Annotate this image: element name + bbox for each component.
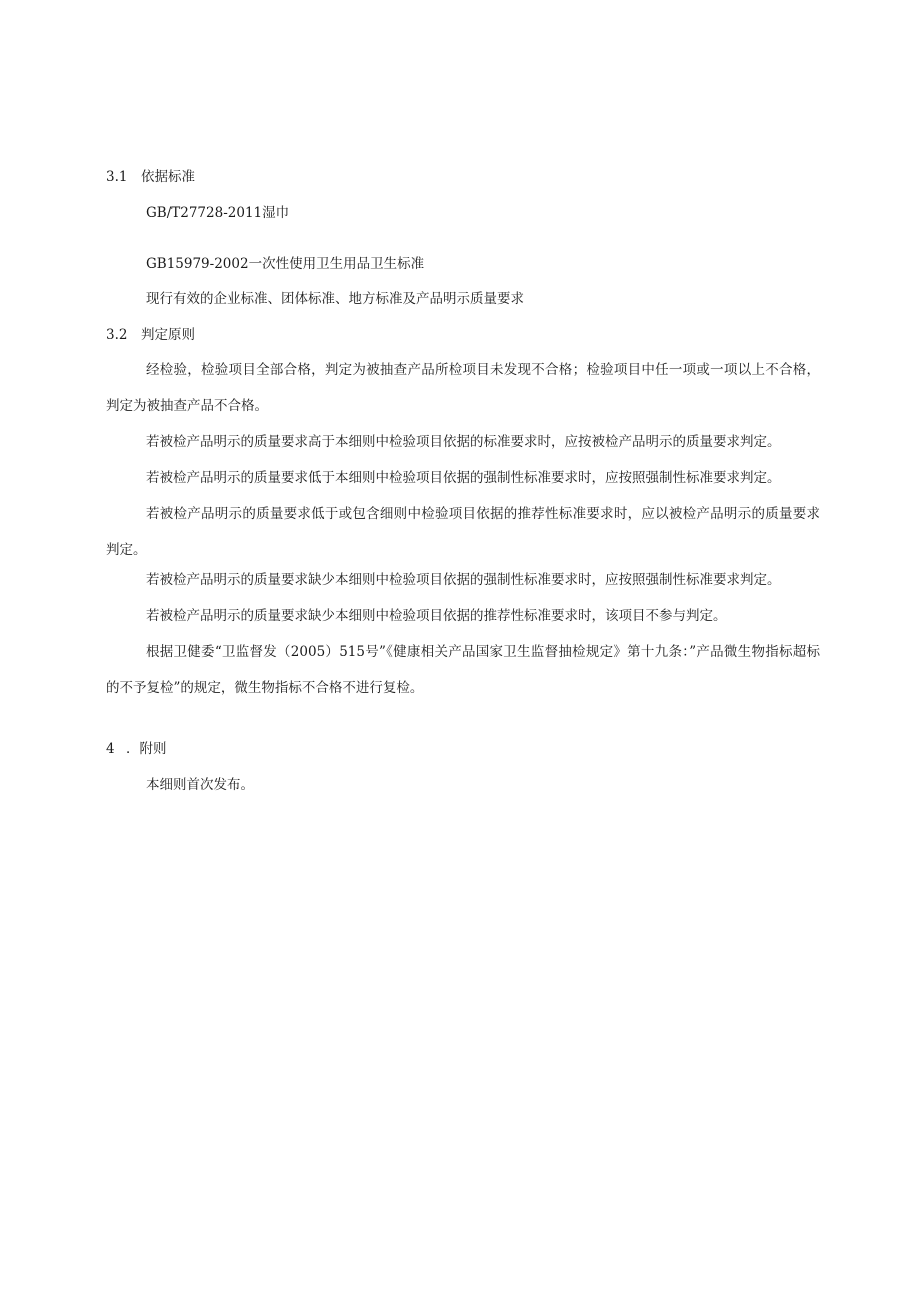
- section-3-2-title: 判定原则: [141, 327, 195, 343]
- principle-paragraph: 若被检产品明示的质量要求缺少本细则中检验项目依据的推荐性标准要求时，该项目不参与判定。: [146, 608, 727, 624]
- section-3-1-heading: [106, 168, 195, 186]
- section-3-2-number: 3.2: [106, 327, 128, 343]
- principle-paragraph: 若被检产品明示的质量要求低于本细则中检验项目依据的强制性标准要求时，应按照强制性标准要求判定。: [146, 470, 781, 486]
- standard-item: GB/T27728-2011湿巾: [146, 205, 290, 221]
- section-4-heading: [106, 740, 167, 758]
- section-3-1-number: 3.1: [106, 169, 128, 185]
- principle-paragraph: 经检验，检验项目全部合格，判定为被抽查产品所检项目未发现不合格；检验项目中任一项或一项以上不合格，判定为被抽查产品不合格。: [106, 362, 820, 414]
- principle-paragraph: 若被检产品明示的质量要求高于本细则中检验项目依据的标准要求时，应按被检产品明示的质量要求判定。: [146, 434, 781, 450]
- section-4-title: ．附则: [126, 741, 167, 757]
- standard-item: 现行有效的企业标准、团体标准、地方标准及产品明示质量要求: [146, 291, 524, 307]
- principle-paragraph: 根据卫健委“卫监督发（2005）515号”《健康相关产品国家卫生监督抽检规定》第十九条：”产品微生物指标超标的不予复检”的规定，微生物指标不合格不进行复检。: [106, 644, 820, 696]
- standard-item: GB15979-2002一次性使用卫生用品卫生标准: [146, 256, 425, 272]
- section-4-number: 4: [106, 741, 115, 757]
- section-3-2-heading: [106, 326, 195, 344]
- principle-paragraph: 若被检产品明示的质量要求低于或包含细则中检验项目依据的推荐性标准要求时，应以被检产品明示的质量要求判定。: [106, 506, 820, 558]
- appendix-paragraph: 本细则首次发布。: [146, 777, 254, 793]
- principle-paragraph: 若被检产品明示的质量要求缺少本细则中检验项目依据的强制性标准要求时，应按照强制性标准要求判定。: [146, 572, 781, 588]
- section-3-1-title: 依据标准: [141, 169, 195, 185]
